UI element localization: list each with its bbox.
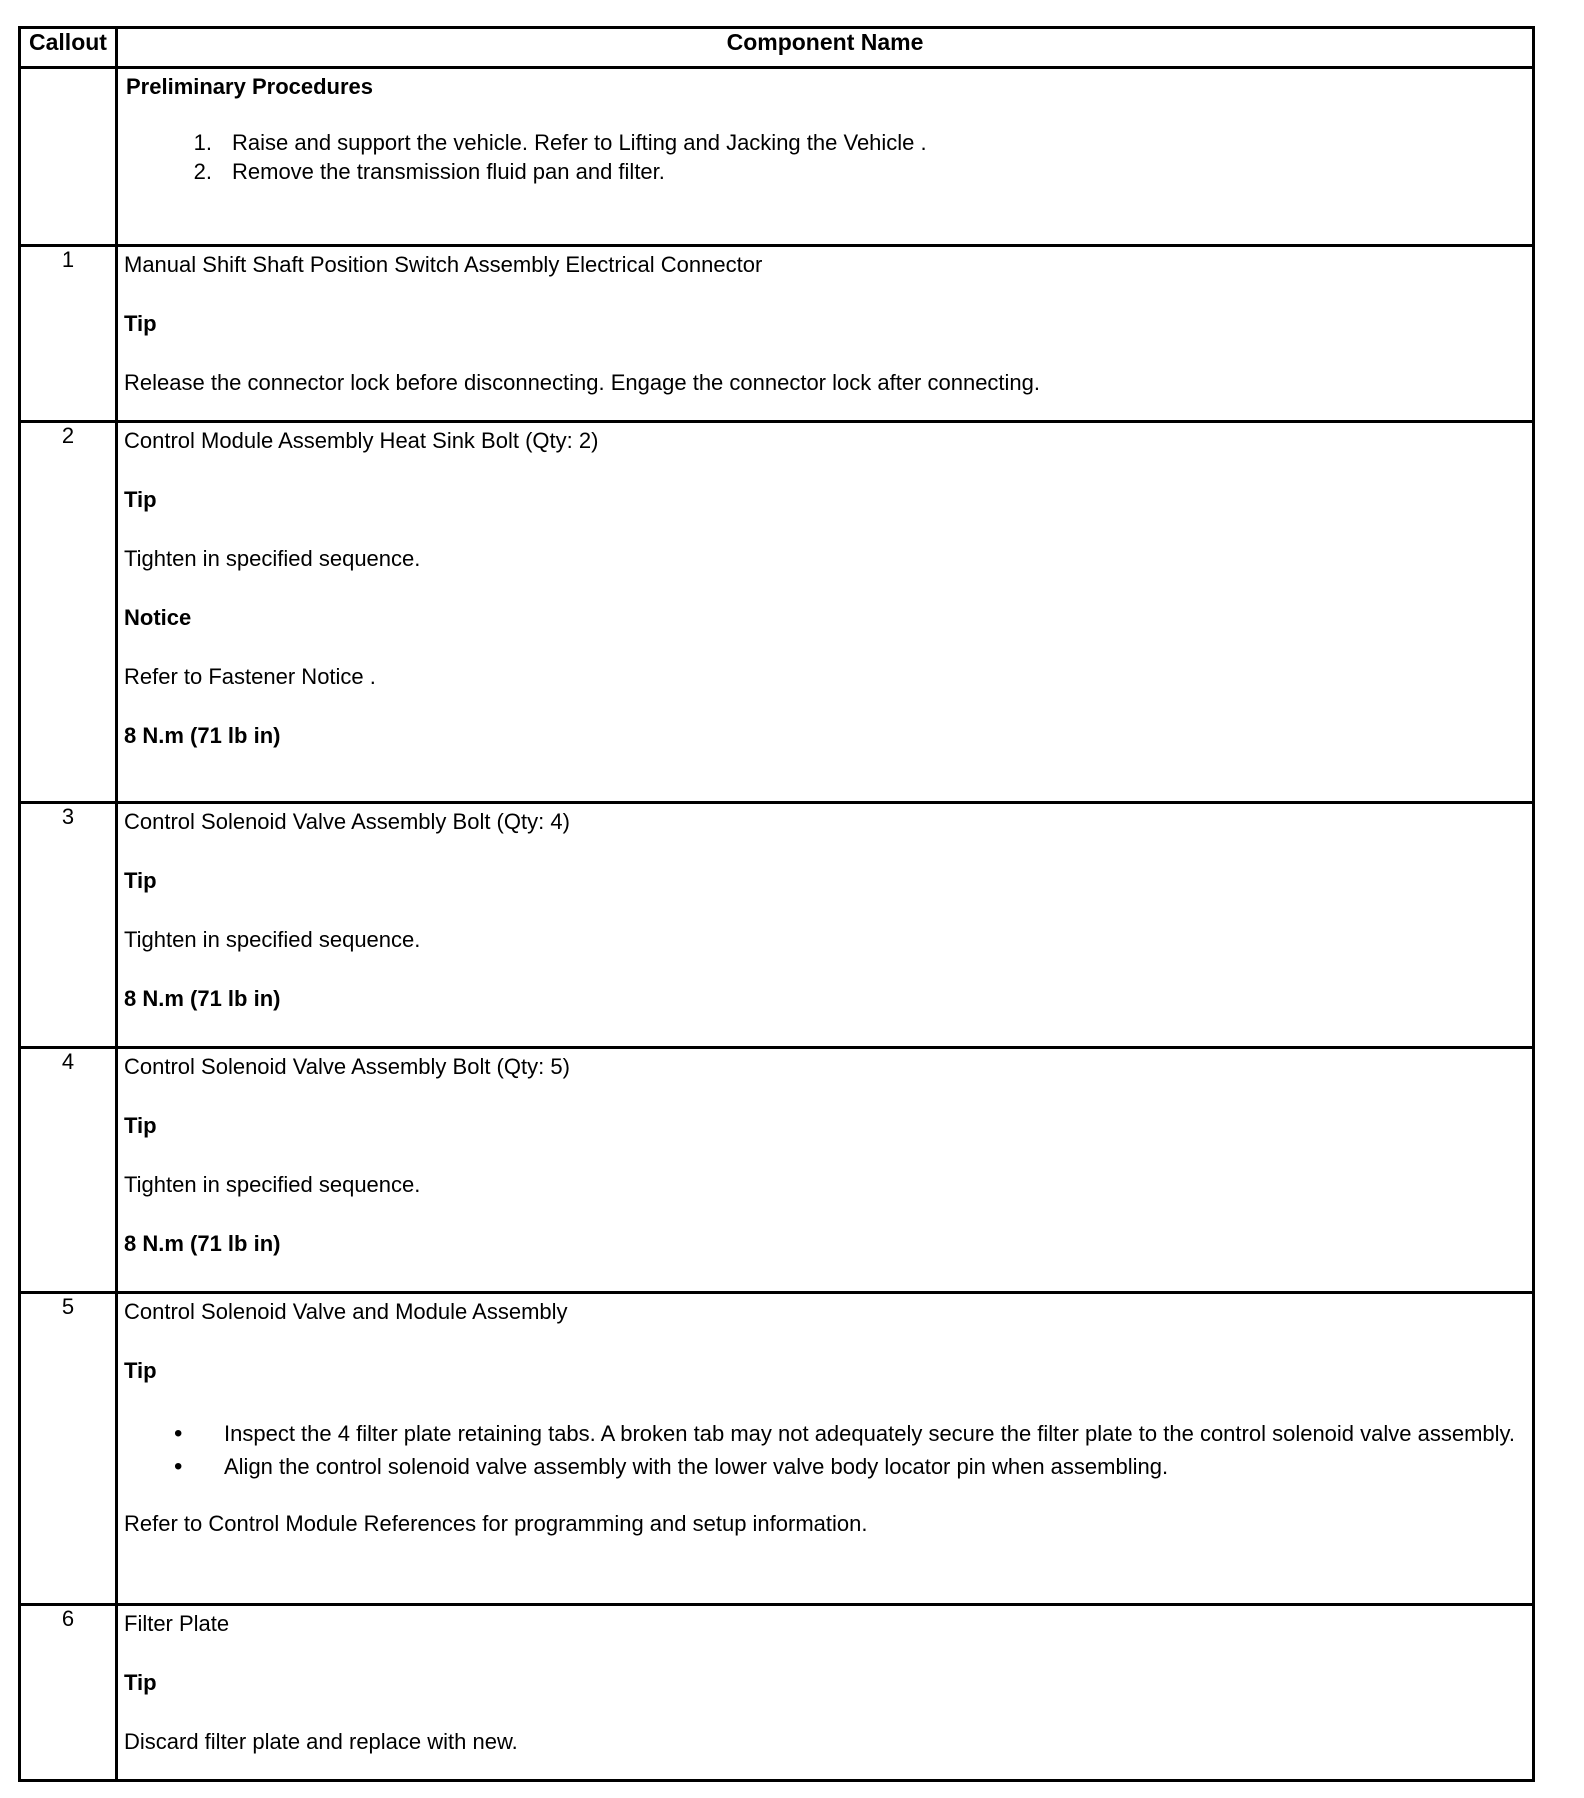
tip-text: Release the connector lock before disconnecting. Engage the connector lock after connecting. bbox=[124, 370, 1041, 395]
note-text: Refer to Control Module References for programming and setup information. bbox=[124, 1511, 868, 1536]
callout-number: 1 bbox=[20, 246, 117, 422]
component-name-header: Component Name bbox=[117, 28, 1534, 68]
table-row bbox=[20, 1605, 1534, 1781]
tip-text: Discard filter plate and replace with new. bbox=[124, 1729, 518, 1754]
callout-number: 6 bbox=[20, 1605, 117, 1781]
callout-number: 4 bbox=[20, 1048, 117, 1293]
component-name: Control Solenoid Valve Assembly Bolt (Qty: 5) bbox=[124, 1054, 570, 1079]
component-name: Control Solenoid Valve Assembly Bolt (Qty: 4) bbox=[124, 809, 570, 834]
callout-header: Callout bbox=[20, 28, 117, 68]
preliminary-title: Preliminary Procedures bbox=[126, 74, 374, 99]
table-row bbox=[20, 803, 1534, 1048]
table-row bbox=[20, 1048, 1534, 1293]
notice-text: Refer to Fastener Notice . bbox=[124, 664, 376, 689]
tip-label: Tip bbox=[124, 311, 157, 336]
preliminary-callout-cell bbox=[20, 68, 117, 246]
component-table bbox=[18, 26, 1535, 1782]
callout-number: 5 bbox=[20, 1293, 117, 1605]
list-item: 1. Raise and support the vehicle. Refer to Lifting and Jacking the Vehicle . bbox=[193, 130, 927, 155]
table-row bbox=[20, 422, 1534, 803]
component-name: Control Solenoid Valve and Module Assembly bbox=[124, 1299, 568, 1324]
torque-spec: 8 N.m (71 lb in) bbox=[124, 986, 281, 1011]
tip-text: Tighten in specified sequence. bbox=[124, 546, 421, 571]
callout-number: 2 bbox=[20, 422, 117, 803]
list-item: • Align the control solenoid valve assembly with the lower valve body locator pin when assembling. bbox=[224, 1453, 1526, 1480]
tip-label: Tip bbox=[124, 1670, 157, 1695]
tip-label: Tip bbox=[124, 1113, 157, 1138]
tip-label: Tip bbox=[124, 868, 157, 893]
header-row bbox=[20, 28, 1534, 68]
notice-label: Notice bbox=[124, 605, 192, 630]
list-item: • Inspect the 4 filter plate retaining tabs. A broken tab may not adequately secure the filter plate to the control solenoid valve assembly. bbox=[224, 1420, 1526, 1447]
tip-label: Tip bbox=[124, 1358, 157, 1383]
tip-label: Tip bbox=[124, 487, 157, 512]
component-name: Manual Shift Shaft Position Switch Assembly Electrical Connector bbox=[124, 252, 763, 277]
tip-text: Tighten in specified sequence. bbox=[124, 1172, 421, 1197]
preliminary-steps bbox=[126, 128, 1526, 186]
table-row bbox=[20, 246, 1534, 422]
tip-text: Tighten in specified sequence. bbox=[124, 927, 421, 952]
list-item: 2. Remove the transmission fluid pan and filter. bbox=[193, 159, 665, 184]
tip-bullets bbox=[124, 1420, 1526, 1480]
callout-number: 3 bbox=[20, 803, 117, 1048]
torque-spec: 8 N.m (71 lb in) bbox=[124, 723, 281, 748]
table-row bbox=[20, 1293, 1534, 1605]
torque-spec: 8 N.m (71 lb in) bbox=[124, 1231, 281, 1256]
preliminary-row bbox=[20, 68, 1534, 246]
component-name: Filter Plate bbox=[124, 1611, 230, 1636]
component-name: Control Module Assembly Heat Sink Bolt (Qty: 2) bbox=[124, 428, 599, 453]
